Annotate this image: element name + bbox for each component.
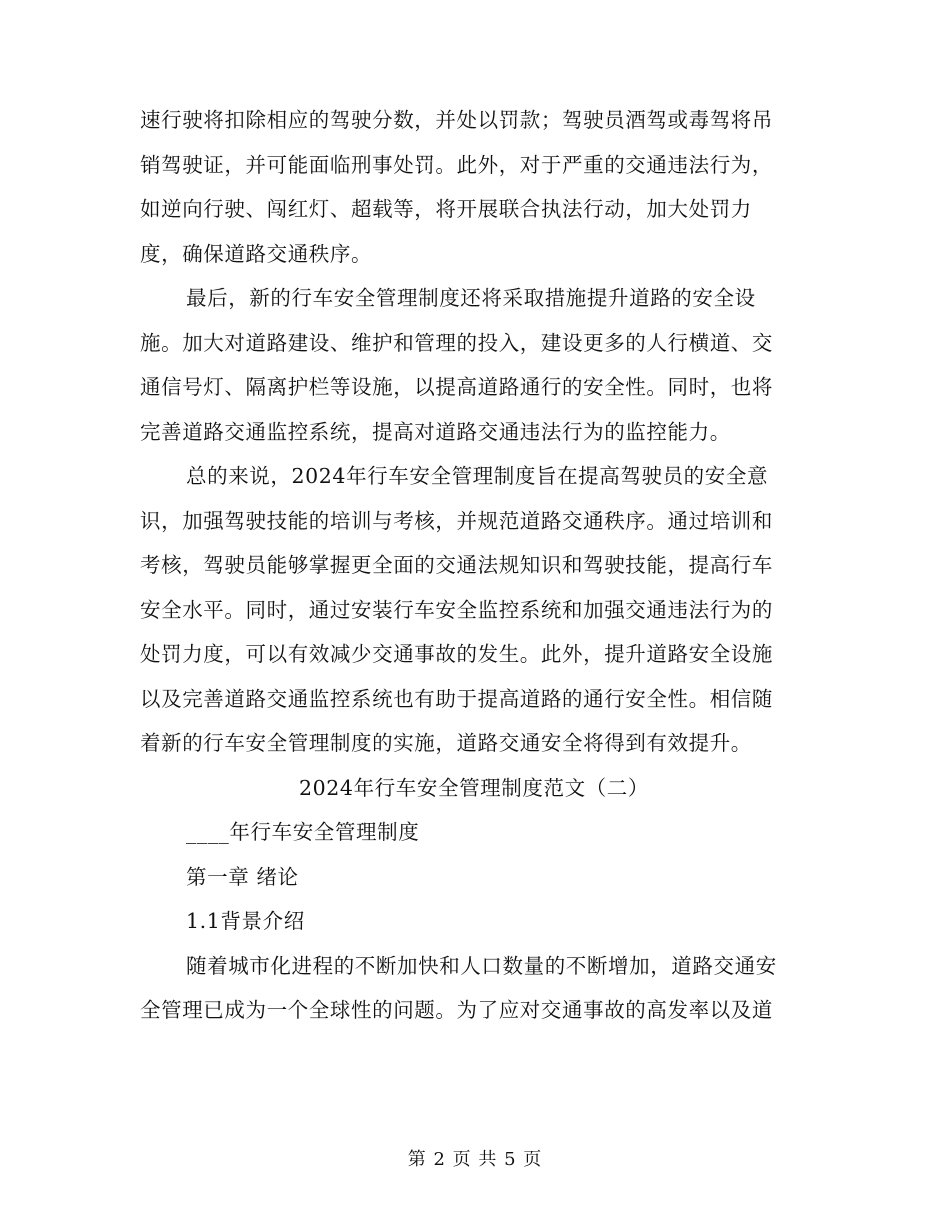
text-line: 以及完善道路交通监控系统也有助于提高道路的通行安全性。相信随: [140, 686, 773, 711]
text-line: 着新的行车安全管理制度的实施，道路交通安全将得到有效提升。: [140, 731, 752, 755]
text-line: 施。加大对道路建设、维护和管理的投入，建设更多的人行横道、交: [140, 330, 773, 355]
text-line: 销驾驶证，并可能面临刑事处罚。此外，对于严重的交通违法行为，: [140, 152, 773, 177]
paragraph-penalties: [140, 98, 808, 276]
text-line: 最后，新的行车安全管理制度还将采取措施提升道路的安全设: [186, 286, 756, 310]
text-line: 度，确保道路交通秩序。: [140, 241, 373, 266]
paragraph-road-facilities: [140, 276, 808, 454]
section-title: 2024年行车安全管理制度范文（二）: [299, 775, 649, 800]
text-line: 如逆向行驶、闯红灯、超载等，将开展联合执法行动，加大处罚力: [140, 197, 752, 221]
text-line: 处罚力度，可以有效减少交通事故的发生。此外，提升道路安全设施: [140, 642, 773, 666]
chapter-heading: 第一章 绪论: [186, 864, 299, 889]
page-number-footer: 第 2 页 共 5 页: [407, 1149, 543, 1170]
text-line: 总的来说，2024年行车安全管理制度旨在提高驾驶员的安全意: [186, 464, 769, 488]
text-line: 通信号灯、隔离护栏等设施，以提高道路通行的安全性。同时，也将: [140, 375, 773, 399]
subsection-heading: 1.1背景介绍: [186, 909, 305, 933]
paragraph-summary: [140, 454, 808, 766]
text-line: 随着城市化进程的不断加快和人口数量的不断增加，道路交通安: [186, 953, 777, 978]
text-line: 安全水平。同时，通过安装行车安全监控系统和加强交通违法行为的: [140, 597, 773, 622]
text-line: 考核，驾驶员能够掌握更全面的交通法规知识和驾驶技能，提高行车: [140, 553, 773, 577]
paragraph-background: [140, 944, 808, 1033]
document-body: [140, 98, 808, 1033]
text-line: 全管理已成为一个全球性的问题。为了应对交通事故的高发率以及道: [140, 998, 773, 1022]
text-line: 速行驶将扣除相应的驾驶分数，并处以罚款；驾驶员酒驾或毒驾将吊: [140, 108, 773, 132]
text-line: 识，加强驾驶技能的培训与考核，并规范道路交通秩序。通过培训和: [140, 508, 773, 533]
document-title: ____年行车安全管理制度: [186, 820, 420, 844]
text-line: 完善道路交通监控系统，提高对道路交通违法行为的监控能力。: [140, 419, 731, 444]
